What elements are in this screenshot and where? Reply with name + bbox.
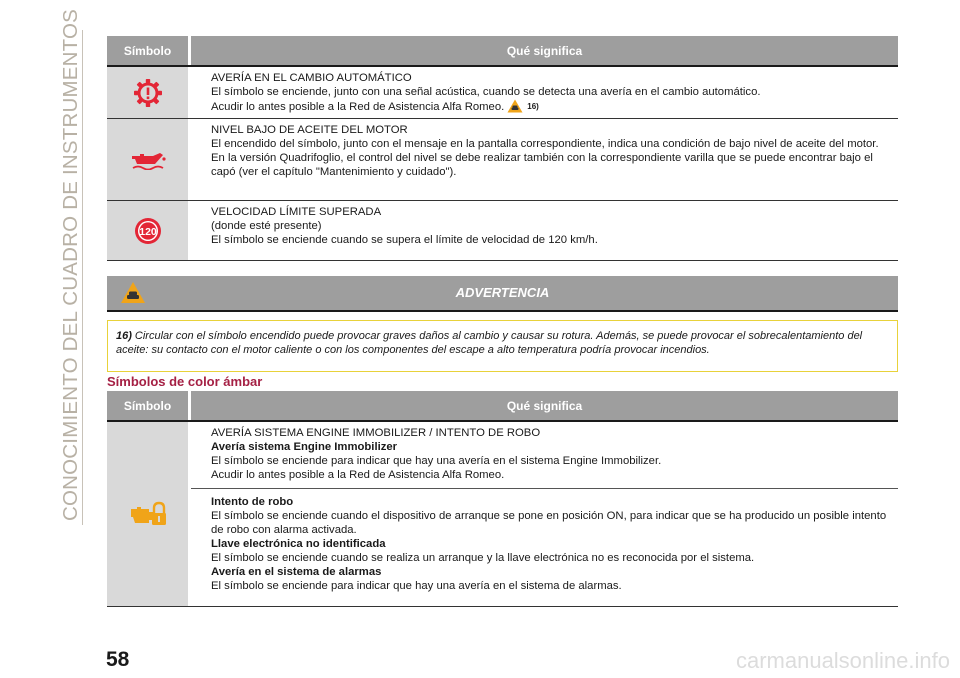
subheading: Avería sistema Engine Immobilizer — [211, 441, 398, 453]
table-header — [107, 391, 898, 422]
subheading: Intento de robo — [211, 496, 294, 508]
speed-limit-120-icon — [134, 217, 162, 245]
warning-title: ADVERTENCIA — [455, 285, 550, 300]
chapter-side-title: CONOCIMIENTO DEL CUADRO DE INSTRUMENTOS — [59, 9, 82, 521]
row-text: Acudir lo antes posible a la Red de Asistencia Alfa Romeo. — [211, 469, 505, 481]
red-symbols-table — [107, 36, 898, 261]
table-row — [107, 201, 898, 261]
table-row — [107, 119, 898, 201]
row-title: VELOCIDAD LÍMITE SUPERADA — [211, 206, 382, 218]
row-text: En la versión Quadrifoglio, el control del nivel se debe realizar también con la correspondiente varilla que se puede encontrar bajo el capó (ver el capítulo "Mantenimiento y cuidado"). — [211, 152, 873, 178]
header-symbol: Símbolo — [123, 398, 172, 413]
row-title: AVERÍA SISTEMA ENGINE IMMOBILIZER / INTENTO DE ROBO — [211, 427, 541, 439]
row-text: El encendido del símbolo, junto con el mensaje en la pantalla correspondiente, indica una condición de bajo nivel de aceite del motor. — [211, 138, 879, 150]
subheading: Llave electrónica no identificada — [211, 538, 386, 550]
row-text: El símbolo se enciende cuando se supera el límite de velocidad de 120 km/h. — [211, 234, 598, 246]
svg-text:120: 120 — [138, 225, 157, 238]
header-symbol: Símbolo — [123, 43, 172, 58]
watermark: carmanualsonline.info — [735, 648, 950, 673]
row-title: NIVEL BAJO DE ACEITE DEL MOTOR — [211, 124, 408, 136]
table-row — [107, 422, 898, 607]
row-text: (donde esté presente) — [211, 220, 322, 232]
low-oil-level-icon — [129, 150, 167, 170]
amber-section-title: Símbolos de color ámbar — [107, 374, 263, 389]
subheading: Avería en el sistema de alarmas — [211, 566, 382, 578]
row-text: Acudir lo antes posible a la Red de Asistencia Alfa Romeo. 16) — [211, 101, 539, 113]
warning-number: 16) — [116, 330, 132, 342]
row-text: El símbolo se enciende cuando el dispositivo de arranque se pone en posición ON, para indicar que se ha producido un posible intento de robo con alarma activada. — [211, 510, 887, 536]
reference-number: 16) — [527, 102, 539, 111]
row-text: El símbolo se enciende para indicar que hay una avería en el sistema Engine Immobilizer. — [211, 455, 662, 467]
engine-immobilizer-icon — [129, 501, 167, 527]
side-divider — [82, 30, 83, 525]
warning-header — [107, 276, 898, 312]
subrow-divider — [191, 488, 898, 489]
row-text: El símbolo se enciende cuando se realiza un arranque y la llave electrónica no es reconocida por el sistema. — [211, 552, 755, 564]
table-header — [107, 36, 898, 67]
table-row — [107, 67, 898, 119]
warning-box — [107, 320, 898, 372]
page-number: 58 — [106, 648, 130, 671]
warning-text: Circular con el símbolo encendido puede provocar graves daños al cambio y causar su rotura. Además, se puede provocar el sobrecalentamiento del aceite: su contacto con el motor caliente o con los componentes del escape a alto temperatura podría provocar incendios. — [116, 330, 863, 356]
row-text: El símbolo se enciende para indicar que hay una avería en el sistema de alarmas. — [211, 580, 622, 592]
amber-symbols-table — [107, 391, 898, 607]
automatic-transmission-fault-icon — [133, 78, 163, 108]
header-meaning: Qué significa — [506, 398, 583, 413]
row-title: AVERÍA EN EL CAMBIO AUTOMÁTICO — [211, 72, 412, 84]
warning-triangle-icon — [507, 99, 523, 113]
header-meaning: Qué significa — [506, 43, 583, 58]
row-text: El símbolo se enciende, junto con una señal acústica, cuando se detecta una avería en el cambio automático. — [211, 86, 761, 98]
